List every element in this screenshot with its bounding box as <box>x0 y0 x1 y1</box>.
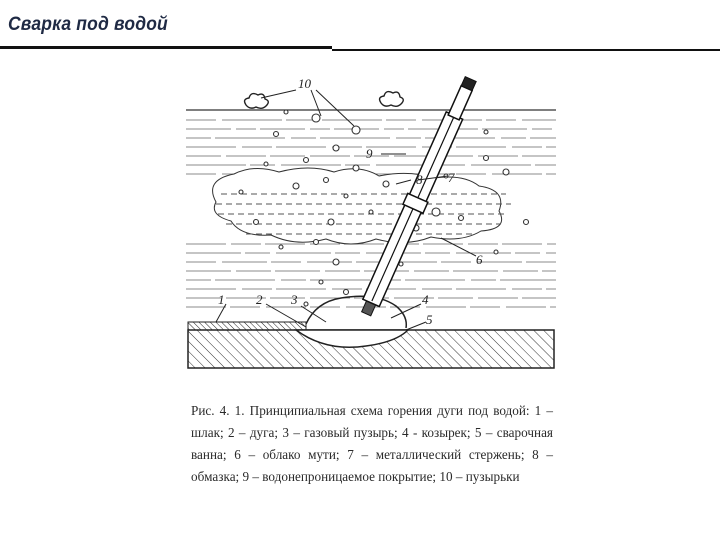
title-underline-right <box>332 49 720 51</box>
label-9: 9 <box>366 146 373 161</box>
label-6: 6 <box>476 252 483 267</box>
turbidity-cloud <box>213 168 502 244</box>
label-8: 8 <box>416 172 423 187</box>
label-4: 4 <box>422 292 429 307</box>
label-3: 3 <box>291 292 298 307</box>
label-1: 1 <box>218 292 225 307</box>
title-underline-left <box>0 46 332 49</box>
surface-bubbles <box>245 92 404 109</box>
label-10: 10 <box>298 76 311 91</box>
label-2: 2 <box>256 292 263 307</box>
slide-title: Сварка под водой <box>8 14 168 35</box>
underwater-welding-diagram <box>186 72 556 372</box>
label-5: 5 <box>426 312 433 327</box>
figure-caption: Рис. 4. 1. Принципиальная схема горения дуги под водой: 1 – шлак; 2 – дуга; 3 – газовый пузырь; 4 - козырек; 5 – сварочная ванна; 6 – облако мути; 7 – металлический стержень; 8 – обмазка; 9 – водонепроницаемое покрытие; 10 – пузырьки <box>191 403 553 484</box>
label-7: 7 <box>448 170 455 185</box>
slag-layer <box>188 322 306 330</box>
gas-bubble-outline <box>306 296 406 328</box>
